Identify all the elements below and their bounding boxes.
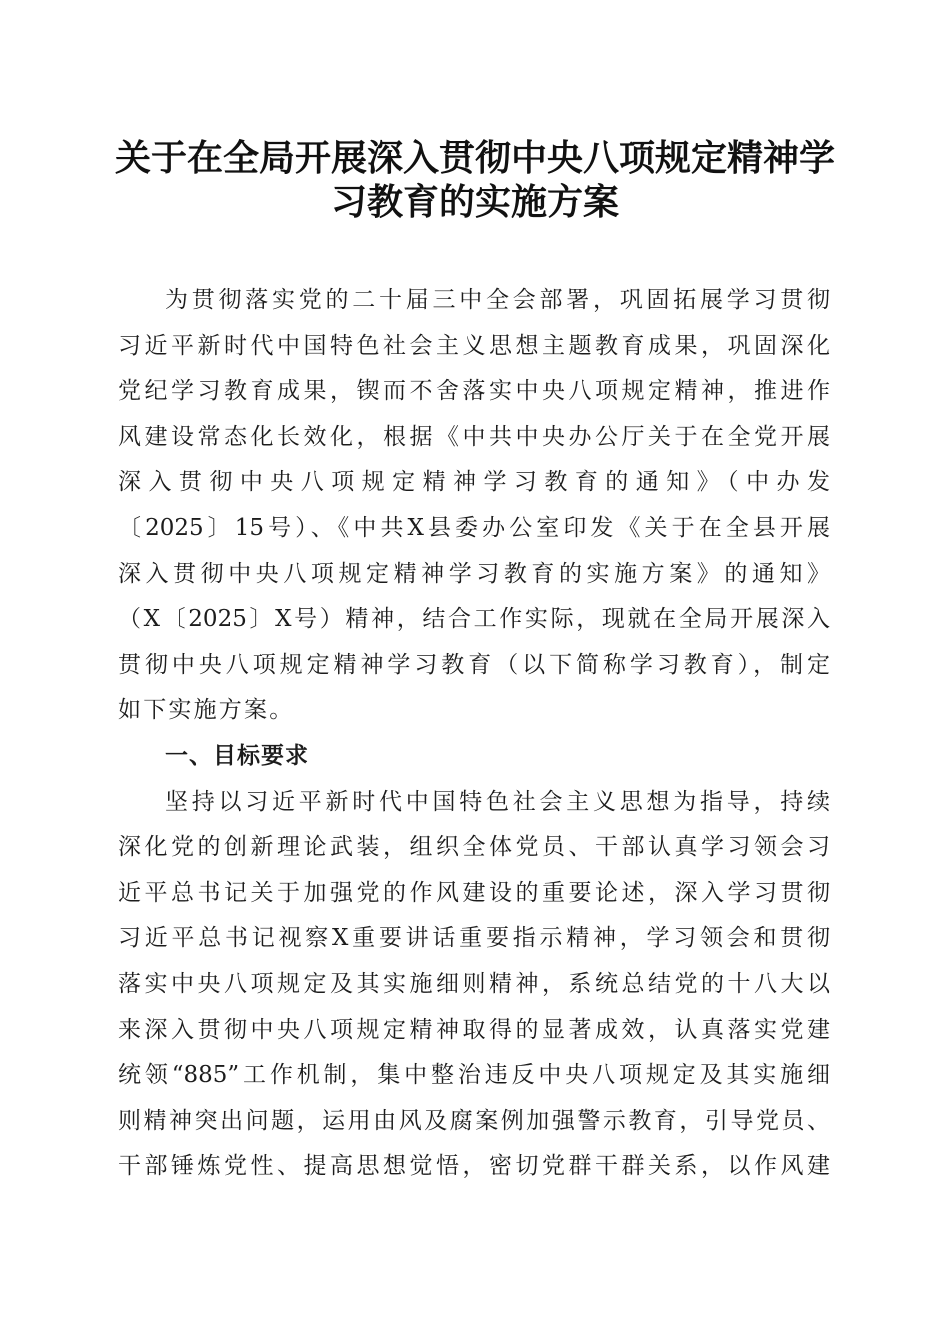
- objectives-line-5: 落实中央八项规定及其实施细则精神，系统总结党的十八大以: [118, 970, 830, 997]
- document-body: [118, 278, 830, 1190]
- objectives-line-4: 习近平总书记视察X重要讲话重要指示精神，学习领会和贯彻: [118, 925, 830, 952]
- objectives-line-3: 近平总书记关于加强党的作风建设的重要论述，深入学习贯彻: [118, 879, 830, 906]
- intro-line-9: 贯彻中央八项规定精神学习教育（以下简称学习教育），制定: [118, 651, 830, 678]
- objectives-line-1: 坚持以习近平新时代中国特色社会主义思想为指导，持续: [165, 788, 830, 815]
- intro-line-2: 习近平新时代中国特色社会主义思想主题教育成果，巩固深化: [118, 332, 830, 359]
- objectives-line-2: 深化党的创新理论武装，组织全体党员、干部认真学习领会习: [118, 834, 830, 861]
- title-line-1: 关于在全局开展深入贯彻中央八项规定精神学: [114, 137, 835, 179]
- objectives-line-9: 干部锤炼党性、提高思想觉悟，密切党群干群关系，以作风建: [118, 1153, 830, 1180]
- intro-line-3: 党纪学习教育成果，锲而不舍落实中央八项规定精神，推进作: [118, 378, 830, 405]
- intro-line-8: （X〔2025〕X号）精神，结合工作实际，现就在全局开展深入: [118, 606, 830, 633]
- intro-line-1: 为贯彻落实党的二十届三中全会部署，巩固拓展学习贯彻: [165, 287, 830, 313]
- objectives-paragraph: [118, 780, 830, 1190]
- title-line-2: 习教育的实施方案: [330, 181, 619, 223]
- objectives-line-7: 统领“885”工作机制，集中整治违反中央八项规定及其实施细: [118, 1062, 830, 1089]
- intro-line-5: 深入贯彻中央八项规定精神学习教育的通知》（中办发: [118, 469, 830, 496]
- document-title: [100, 136, 850, 224]
- objectives-line-6: 来深入贯彻中央八项规定精神取得的显著成效，认真落实党建: [118, 1016, 830, 1043]
- section-heading-objectives: 一、目标要求: [165, 742, 309, 769]
- intro-paragraph: [118, 278, 830, 734]
- objectives-line-8: 则精神突出问题，运用由风及腐案例加强警示教育，引导党员、: [118, 1107, 830, 1134]
- intro-line-7: 深入贯彻中央八项规定精神学习教育的实施方案》的通知》: [118, 560, 830, 587]
- intro-line-6: 〔2025〕15号）、《中共X县委办公室印发《关于在全县开展: [118, 514, 830, 541]
- intro-line-10: 如下实施方案。: [118, 697, 295, 724]
- intro-line-4: 风建设常态化长效化，根据《中共中央办公厅关于在全党开展: [118, 423, 830, 450]
